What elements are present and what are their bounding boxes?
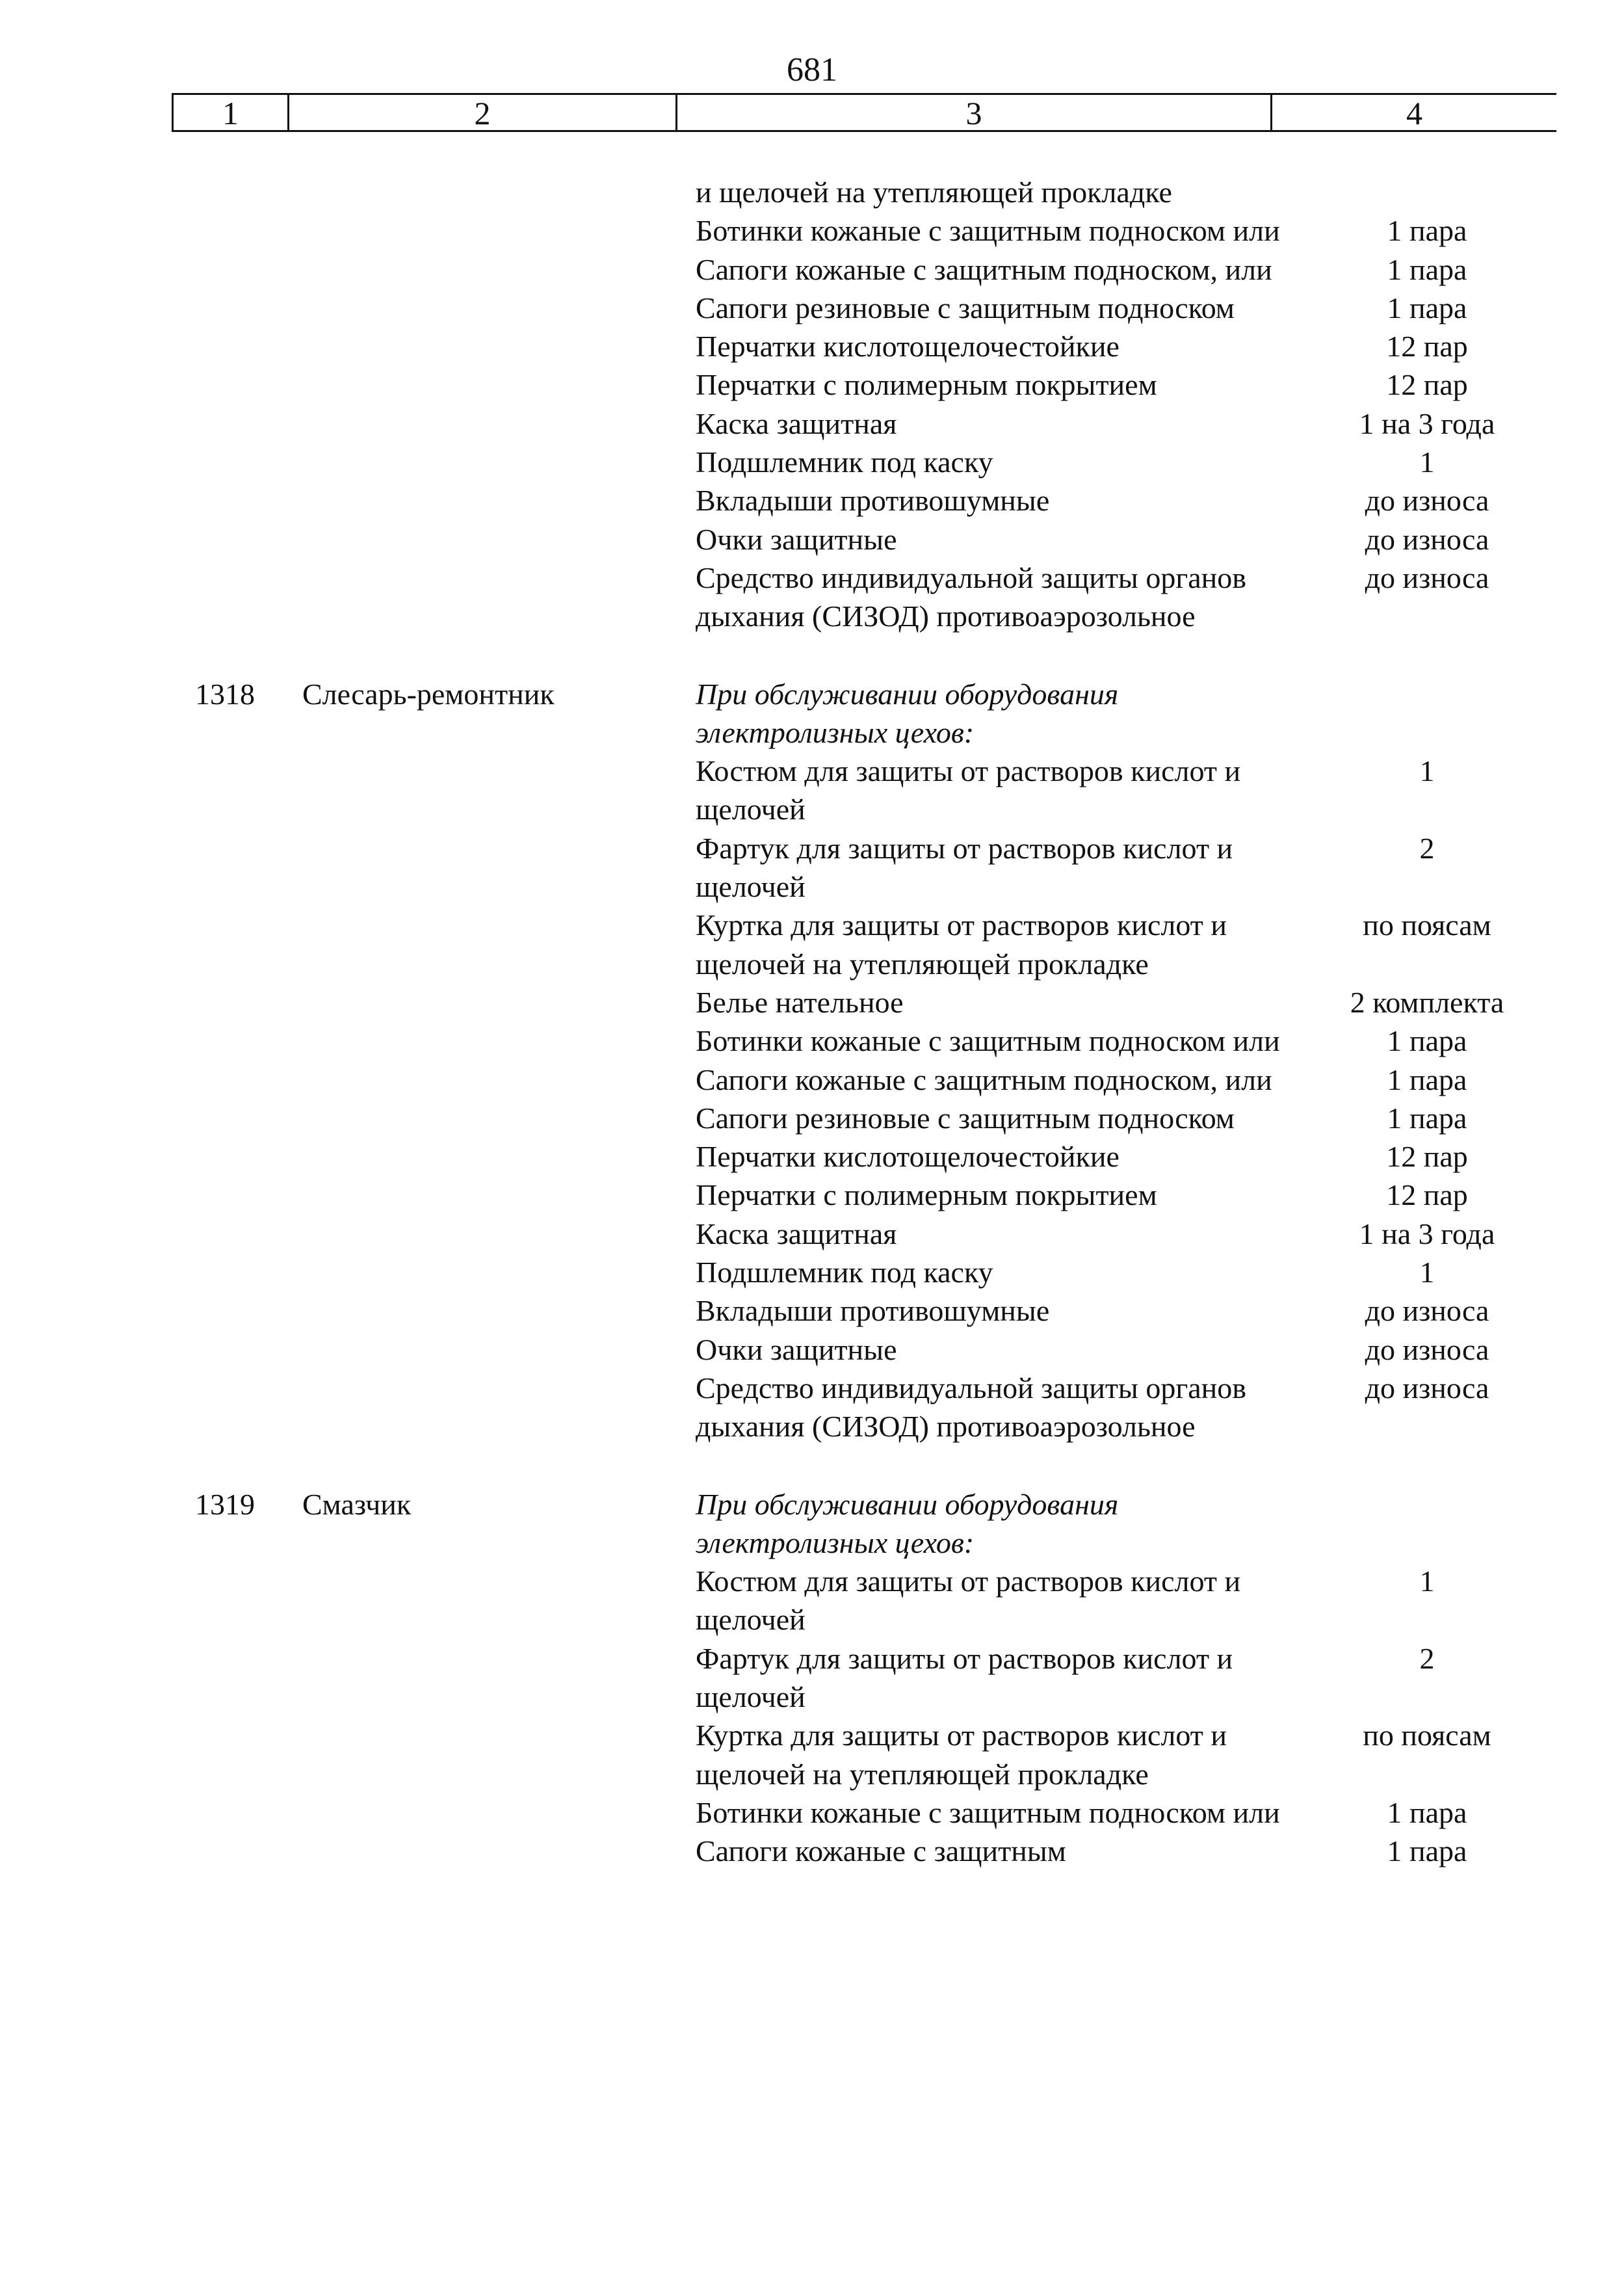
table-row — [0, 1330, 1624, 1369]
ppe-item: Перчатки с полимерным покрытием — [696, 368, 1157, 402]
issue-norm: 1 пара — [1387, 252, 1467, 286]
issue-norm: до износа — [1365, 522, 1489, 556]
ppe-item: Вкладыши противошумные — [696, 484, 1050, 518]
issue-norm: 12 пар — [1386, 1178, 1468, 1212]
profession-entry — [0, 675, 1624, 1446]
header-col-4: 4 — [1406, 95, 1422, 131]
table-row — [0, 1176, 1624, 1214]
table-row — [0, 1137, 1624, 1176]
issue-norm: до износа — [1365, 1332, 1489, 1366]
issue-norm: 2 — [1419, 1641, 1435, 1675]
ppe-item: Сапоги резиновые с защитным подноском — [696, 1101, 1235, 1135]
issue-norm: 1 — [1419, 1564, 1435, 1598]
header-col-1: 1 — [174, 95, 289, 130]
issue-norm: 2 — [1419, 831, 1435, 865]
work-condition: При обслуживании оборудования электролизных цехов: — [696, 1487, 1119, 1559]
issue-norm: по поясам — [1363, 1719, 1491, 1752]
issue-norm: 1 — [1419, 754, 1435, 788]
entry-number: 1319 — [195, 1487, 255, 1521]
ppe-item: Перчатки кислотощелочестойкие — [696, 1140, 1120, 1174]
issue-norm: 1 пара — [1387, 1795, 1467, 1829]
table-row — [0, 1061, 1624, 1099]
header-col-2: 2 — [289, 95, 677, 130]
table-row — [0, 520, 1624, 559]
ppe-item: Куртка для защиты от растворов кислот и щелочей на утепляющей прокладке — [696, 1719, 1227, 1791]
table-body — [0, 173, 1624, 1870]
table-row — [0, 1099, 1624, 1137]
work-condition: При обслуживании оборудования электролизных цехов: — [696, 677, 1119, 749]
ppe-item: Сапоги кожаные с защитным подноском, или — [696, 252, 1272, 286]
ppe-item: Костюм для защиты от растворов кислот и щелочей — [696, 754, 1241, 826]
table-row — [0, 1253, 1624, 1291]
issue-norm: до износа — [1365, 1294, 1489, 1328]
table-row — [0, 983, 1624, 1022]
ppe-item: Сапоги кожаные с защитным — [696, 1834, 1066, 1868]
issue-norm: 1 на 3 года — [1359, 1217, 1495, 1250]
ppe-item: Ботинки кожаные с защитным подноском или — [696, 214, 1280, 248]
issue-norm: 1 пара — [1387, 1062, 1467, 1096]
table-row — [0, 327, 1624, 365]
ppe-item: Подшлемник под каску — [696, 1256, 993, 1289]
issue-norm: 1 — [1419, 445, 1435, 479]
table-row — [0, 481, 1624, 520]
table-row — [0, 1639, 1624, 1717]
header-col-3: 3 — [677, 95, 1272, 130]
ppe-item: Очки защитные — [696, 522, 897, 556]
issue-norm: 1 пара — [1387, 1024, 1467, 1058]
ppe-item: Фартук для защиты от растворов кислот и щелочей — [696, 1641, 1233, 1713]
table-row — [0, 1832, 1624, 1870]
ppe-item: Сапоги кожаные с защитным подноском, или — [696, 1062, 1272, 1096]
ppe-item: Фартук для защиты от растворов кислот и щелочей — [696, 831, 1233, 904]
table-row — [0, 752, 1624, 829]
ppe-item: Ботинки кожаные с защитным подноском или — [696, 1795, 1280, 1829]
table-row — [0, 404, 1624, 443]
ppe-item: Каска защитная — [696, 1217, 897, 1250]
table-row — [0, 1291, 1624, 1330]
ppe-item: Вкладыши противошумные — [696, 1294, 1050, 1328]
ppe-item: Перчатки с полимерным покрытием — [696, 1178, 1157, 1212]
issue-norm: 2 комплекта — [1350, 985, 1504, 1019]
table-row — [0, 1215, 1624, 1253]
table-row — [0, 1793, 1624, 1832]
table-row — [0, 1716, 1624, 1793]
issue-norm: 1 пара — [1387, 1834, 1467, 1868]
issue-norm: до износа — [1365, 561, 1489, 594]
issue-norm: 12 пар — [1386, 1140, 1468, 1174]
ppe-item: Средство индивидуальной защиты органов дыхания (СИЗОД) противоаэрозольное — [696, 1371, 1246, 1444]
table-row — [0, 211, 1624, 250]
table-row — [0, 365, 1624, 404]
table-row — [0, 443, 1624, 481]
ppe-item: Перчатки кислотощелочестойкие — [696, 330, 1120, 363]
ppe-item: Белье нательное — [696, 985, 904, 1019]
entry-number: 1318 — [195, 677, 255, 711]
ppe-item: Ботинки кожаные с защитным подноском или — [696, 1024, 1280, 1058]
profession-name: Слесарь-ремонтник — [302, 677, 555, 711]
profession-name: Смазчик — [302, 1487, 412, 1521]
table-row — [0, 250, 1624, 289]
table-row — [0, 829, 1624, 906]
issue-norm: 1 — [1419, 1256, 1435, 1289]
issue-norm: 12 пар — [1386, 330, 1468, 363]
ppe-item: Куртка для защиты от растворов кислот и щелочей на утепляющей прокладке — [696, 908, 1227, 981]
issue-norm: 12 пар — [1386, 368, 1468, 402]
ppe-item: Каска защитная — [696, 406, 897, 440]
table-row — [0, 1562, 1624, 1639]
issue-norm: 1 пара — [1387, 291, 1467, 324]
ppe-item: Костюм для защиты от растворов кислот и щелочей — [696, 1564, 1241, 1637]
issue-norm: 1 на 3 года — [1359, 406, 1495, 440]
issue-norm: до износа — [1365, 484, 1489, 518]
ppe-item: Сапоги резиновые с защитным подноском — [696, 291, 1235, 324]
profession-entry — [0, 1485, 1624, 1871]
issue-norm: по поясам — [1363, 908, 1491, 942]
ppe-item: Средство индивидуальной защиты органов дыхания (СИЗОД) противоаэрозольное — [696, 561, 1246, 633]
table-row — [0, 906, 1624, 983]
table-row — [0, 173, 1624, 211]
issue-norm: 1 пара — [1387, 214, 1467, 248]
ppe-item: Очки защитные — [696, 1332, 897, 1366]
table-row — [0, 1369, 1624, 1446]
issue-norm: 1 пара — [1387, 1101, 1467, 1135]
page-number: 681 — [787, 51, 837, 88]
table-row — [0, 1022, 1624, 1060]
ppe-item: и щелочей на утепляющей прокладке — [696, 176, 1172, 209]
table-row — [0, 559, 1624, 636]
table-header — [172, 93, 1556, 132]
table-row — [0, 289, 1624, 327]
issue-norm: до износа — [1365, 1371, 1489, 1405]
ppe-item: Подшлемник под каску — [696, 445, 993, 479]
